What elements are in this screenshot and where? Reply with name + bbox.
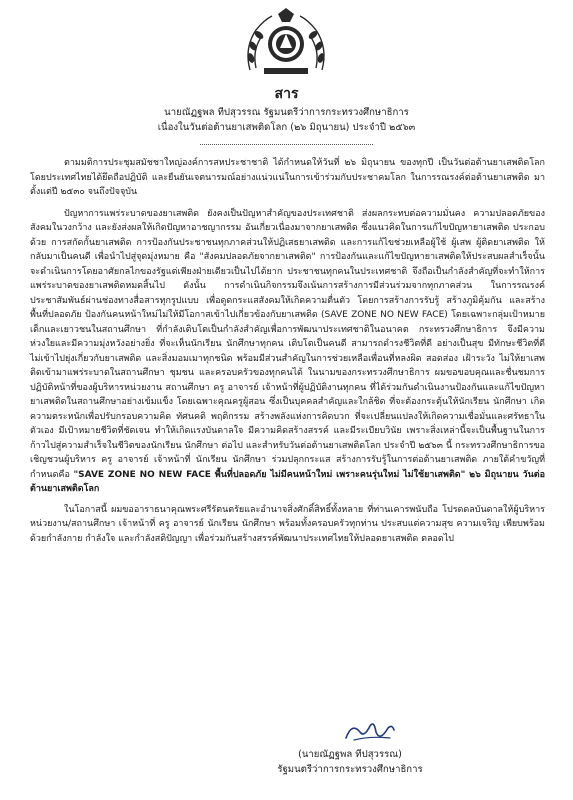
author-line: นายณัฏฐพล ทีปสุวรรณ รัฐมนตรีว่าการกระทรวงศึกษาธิการ <box>164 107 409 118</box>
signatory-position: รัฐมนตรีว่าการกระทรวงศึกษาธิการ <box>277 764 423 775</box>
occasion-line: เนื่องในวันต่อต้านยาเสพติดโลก (๒๖ มิถุนายน) ประจำปี ๒๕๖๓ <box>157 122 416 133</box>
handwritten-signature-icon <box>340 718 400 746</box>
paragraph-2 <box>30 207 545 497</box>
paragraph-3: ในโอกาสนี้ ผมขออาราธนาคุณพระศรีรัตนตรัยและอำนาจสิ่งศักดิ์สิทธิ์ทั้งหลาย ที่ท่านเคารพนับถือ โปรดดลบันดาลให้ผู้บริหารหน่วยงาน/สถานศึกษา เจ้าหน้าที่ ครู อาจารย์ นักเรียน นักศึกษา พร้อมทั้งครอบครัวทุกท่าน ประสบแต่ความสุข ความเจริญ เพียบพร้อมด้วยกำลังกาย กำลังใจ และกำลังสติปัญญา เพื่อร่วมกันสร้างสรรค์พัฒนาประเทศไทยให้ปลอดยาเสพติด ตลอดไป <box>30 504 545 544</box>
signatory-name: (นายณัฏฐพล ทีปสุวรรณ) <box>298 749 402 760</box>
document-title: สาร <box>274 86 299 102</box>
dotted-divider <box>200 144 373 145</box>
paragraph-2-text: ปัญหาการแพร่ระบาดของยาเสพติด ยังคงเป็นปัญหาสำคัญของประเทศชาติ ส่งผลกระทบต่อความมั่นคง ความปลอดภัยของสังคมในวงกว้าง และยังส่งผลให้เกิดปัญหาอาชญากรรม อันเกี่ยวเนื่องมาจากยาเสพติด ซึ่งแนวคิดในการแก้ไขปัญหายาเสพติด ประกอบด้วย การสกัดกั้นยาเสพติด การป้องกันประชาชนทุกภาคส่วนให้ปฏิเสธยาเสพติด และการแก้ไขช่วยเหลือผู้ใช้ ผู้เสพ ผู้ติดยาเสพติด ให้กลับมาเป็นคนดี เพื่อนำไปสู่จุดมุ่งหมาย คือ "สังคมปลอดภัยจากยาเสพติด" การป้องกันและแก้ไขปัญหายาเสพติดให้ประสบผลสำเร็จนั้น จะดำเนินการโดยอาศัยกลไกของรัฐแต่เพียงฝ่ายเดียวเป็นไปได้ยาก ประชาชนทุกคนในประเทศชาติ จึงถือเป็นกำลังสำคัญที่จะทำให้การแพร่ระบาดของยาเสพติดหมดสิ้นไป ดังนั้น การดำเนินกิจกรรมจึงเน้นการสร้างการมีส่วนร่วมจากทุกภาคส่วน ในการรณรงค์ ประชาสัมพันธ์ผ่านช่องทางสื่อสารทุกรูปแบบ เพื่อดูดกระแสสังคมให้เกิดความตื่นตัว โดยการสร้างการรับรู้ สร้างภูมิคุ้มกัน และสร้างพื้นที่ปลอดภัย ป้องกันคนหน้าใหม่ไม่ให้มีโอกาสเข้าไปเกี่ยวข้องกับยาเสพติด (SAVE ZONE NO NEW FACE) โดยเฉพาะกลุ่มเป้าหมายเด็กและเยาวชนในสถานศึกษา ที่กำลังเติบโตเป็นกำลังสำคัญเพื่อการพัฒนาประเทศชาติในอนาคต กระทรวงศึกษาธิการ จึงมีความห่วงใยและมีความมุ่งหวังอย่างยิ่ง ที่จะเห็นนักเรียน นักศึกษาทุกคน เติบโตเป็นคนดี สามารถดำรงชีวิตที่ดี อย่างเป็นสุข มีทักษะชีวิตที่ดี ไม่เข้าไปยุ่งเกี่ยวกับยาเสพติด และสิ่งมอมเมาทุกชนิด พร้อมมีส่วนสำคัญในการช่วยเหลือเพื่อนที่หลงผิด สอดส่อง เฝ้าระวัง ไม่ให้ยาเสพติดเข้ามาแพร่ระบาดในสถานศึกษา ชุมชน และครอบครัวของทุกคนได้ ในนามของกระทรวงศึกษาธิการ ผมขอขอบคุณและชื่นชมการปฏิบัติหน้าที่ของผู้บริหารหน่วยงาน สถานศึกษา ครู อาจารย์ เจ้าหน้าที่ผู้ปฏิบัติงานทุกคน ที่ได้ร่วมกันดำเนินงานป้องกันและแก้ไขปัญหายาเสพติดในสถานศึกษาอย่างเข้มแข็ง โดยเฉพาะคุณครูผู้สอน ซึ่งเป็นบุคคลสำคัญและใกล้ชิด ที่จะต้องกระตุ้นให้นักเรียน นักศึกษา เกิดความตระหนักเพื่อปรับกรอบความคิด ทัศนคติ พฤติกรรม สร้างพลังแห่งการคิดบวก ที่จะเปลี่ยนแปลงให้เกิดความเชื่อมั่นและศรัทธาในตัวเอง มีเป้าหมายชีวิตที่ชัดเจน ทำให้เกิดแรงบันดาลใจ มีความคิดสร้างสรรค์ และมีระเบียบวินัย เพราะสิ่งเหล่านี้จะเป็นพื้นฐานในการก้าวไปสู่ความสำเร็จในชีวิตของนักเรียน นักศึกษา ต่อไป และสำหรับวันต่อต้านยาเสพติดโลก ประจำปี ๒๕๖๓ นี้ กระทรวงศึกษาธิการขอเชิญชวนผู้บริหาร ครู อาจารย์ เจ้าหน้าที่ นักเรียน นักศึกษา ร่วมปลุกกระแส สร้างการรับรู้ในการต่อต้านยาเสพติด ภายใต้คำขวัญที่กำหนดคือ <box>30 208 545 480</box>
paragraph-1: ตามมติการประชุมสมัชชาใหญ่องค์การสหประชาชาติ ได้กำหนดให้วันที่ ๒๖ มิถุนายน ของทุกปี เป็นวันต่อต้านยาเสพติดโลก โดยประเทศไทยได้ยึดถือปฏิบัติ และยืนยันเจตนารมณ์อย่างแน่วแน่ในการเข้าร่วมกับประชาคมโลก ในการรณรงค์ต่อต้านยาเสพติด มาตั้งแต่ปี ๒๕๓๐ จนถึงปัจจุบัน <box>30 158 545 197</box>
ministry-seal-icon <box>242 8 330 78</box>
message-body <box>30 156 545 553</box>
campaign-slogan: "SAVE ZONE NO NEW FACE พื้นที่ปลอดภัย ไม่มีคนหน้าใหม่ เพราะคนรุ่นใหม่ ไม่ใช้ยาเสพติด" ๒๖ มิถุนายน วันต่อต้านยาเสพติดโลก <box>30 469 545 494</box>
